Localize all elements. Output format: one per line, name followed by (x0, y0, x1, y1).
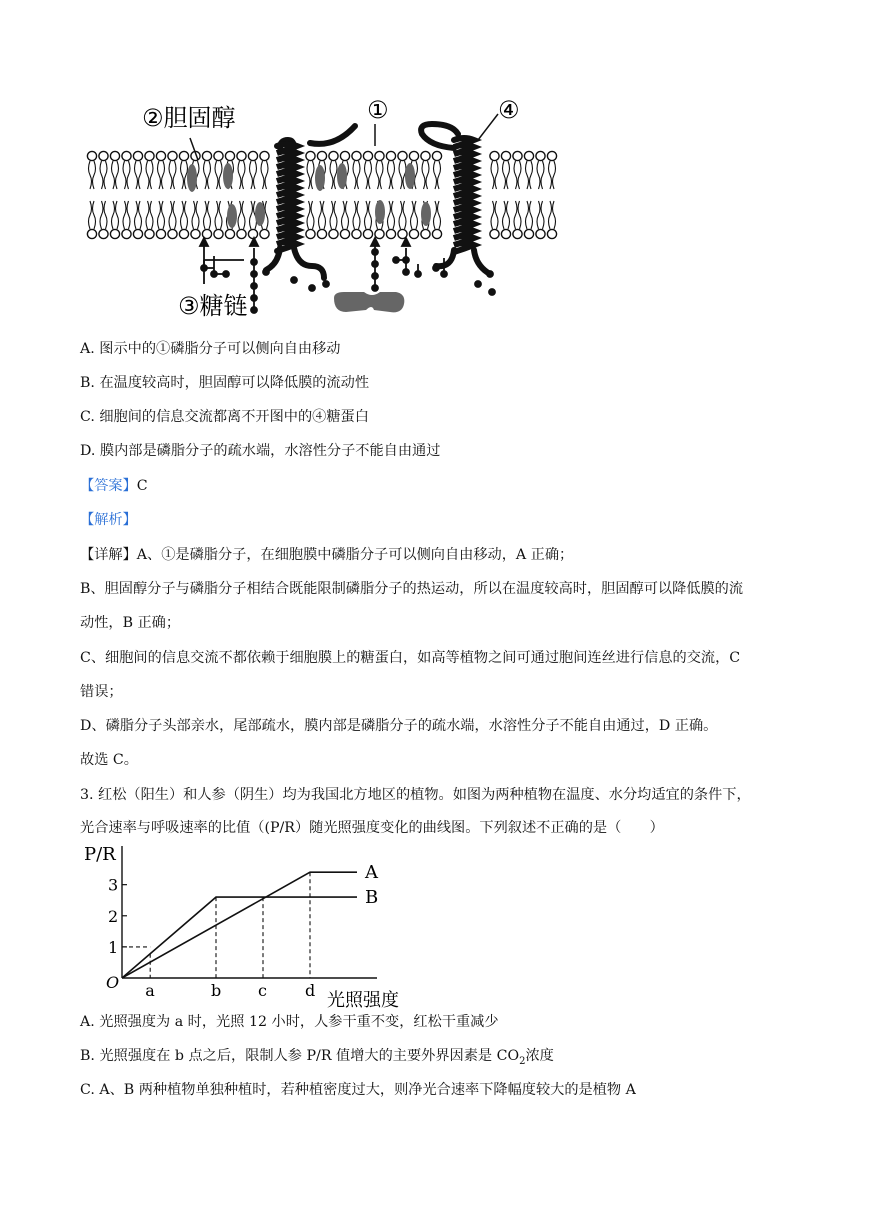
origin-label: O (106, 973, 120, 992)
q3-option-a: A. 光照强度为 a 时，光照 12 小时，人参干重不变，红松干重减少 (80, 1014, 499, 1030)
series-line-B (122, 897, 357, 978)
detail-text-1: A、①是磷脂分子，在细胞膜中磷脂分子可以侧向自由移动，A 正确； (136, 547, 574, 563)
x-tick-label: d (305, 981, 316, 1000)
detail-tag: 【详解】 (80, 547, 137, 563)
q3-option-b (80, 1046, 554, 1072)
x-tick-label: a (145, 981, 155, 1000)
x-axis-label: 光照强度 (327, 990, 399, 1008)
pr-light-chart (80, 838, 400, 1008)
detail-line-4: C、细胞间的信息交流不都依赖于细胞膜上的糖蛋白，如高等植物之间可通过胞间连丝进行信息的交流，C (80, 650, 741, 666)
answer-tag: 【答案】 (80, 478, 137, 494)
phospholipid-heads-top (87, 151, 556, 160)
sugar-chain-label: ③糖链 (178, 292, 248, 320)
q3-stem-line-1: 3. 红松（阳生）和人参（阴生）均为我国北方地区的植物。如图为两种植物在温度、水分均适宜的条件下， (80, 787, 751, 803)
y-axis-label: P/R (84, 844, 116, 865)
detail-line-6: D、磷脂分子头部亲水，尾部疏水，膜内部是磷脂分子的疏水端，水溶性分子不能自由通过，D 正确。 (80, 718, 718, 734)
y-tick-label: 2 (108, 906, 119, 926)
detail-line-2: B、胆固醇分子与磷脂分子相结合既能限制磷脂分子的热运动，所以在温度较高时，胆固醇可以降低膜的流 (80, 581, 744, 597)
q3-option-c: C. A、B 两种植物单独种植时，若种植密度过大，则净光合速率下降幅度较大的是植物 A (80, 1082, 636, 1098)
y-tick-label: 3 (108, 875, 119, 895)
y-tick-label: 1 (108, 937, 119, 957)
x-tick-label: b (211, 981, 222, 1000)
detail-line-7: 故选 C。 (80, 752, 138, 768)
label-1: ① (367, 96, 389, 124)
cell-membrane-figure (80, 88, 580, 328)
series-label-B: B (365, 887, 379, 909)
q2-option-d: D. 膜内部是磷脂分子的疏水端，水溶性分子不能自由通过 (80, 443, 441, 459)
series-label-A: A (365, 862, 378, 884)
q3-stem-line-2: 光合速率与呼吸速率的比值（(P/R）随光照强度变化的曲线图。下列叙述不正确的是（ ） (80, 820, 664, 836)
cholesterol-label: ②胆固醇 (142, 104, 236, 132)
q3-option-b-text: B. 光照强度在 b 点之后，限制人参 P/R 值增大的主要外界因素是 CO (80, 1048, 520, 1064)
analysis-tag: 【解析】 (80, 512, 137, 528)
q2-option-a: A. 图示中的①磷脂分子可以侧向自由移动 (80, 341, 341, 357)
analysis-line (80, 510, 137, 530)
answer-value: C (136, 478, 148, 494)
peripheral-protein (334, 292, 404, 312)
glycoprotein (421, 124, 490, 274)
detail-line-3: 动性，B 正确； (80, 615, 181, 631)
q2-option-b: B. 在温度较高时，胆固醇可以降低膜的流动性 (80, 375, 370, 391)
series-line-A (122, 872, 357, 978)
detail-line-1 (80, 545, 573, 565)
co2-subscript: 2 (519, 1055, 526, 1067)
transmembrane-protein (266, 126, 355, 278)
q2-option-c: C. 细胞间的信息交流都离不开图中的④糖蛋白 (80, 409, 369, 425)
phospholipid-heads-bottom (87, 229, 556, 238)
label-4: ④ (498, 96, 520, 124)
q3-option-b-tail: 浓度 (525, 1048, 554, 1064)
x-tick-label: c (258, 981, 267, 1000)
detail-line-5: 错误； (80, 684, 123, 700)
answer-line (80, 476, 148, 496)
